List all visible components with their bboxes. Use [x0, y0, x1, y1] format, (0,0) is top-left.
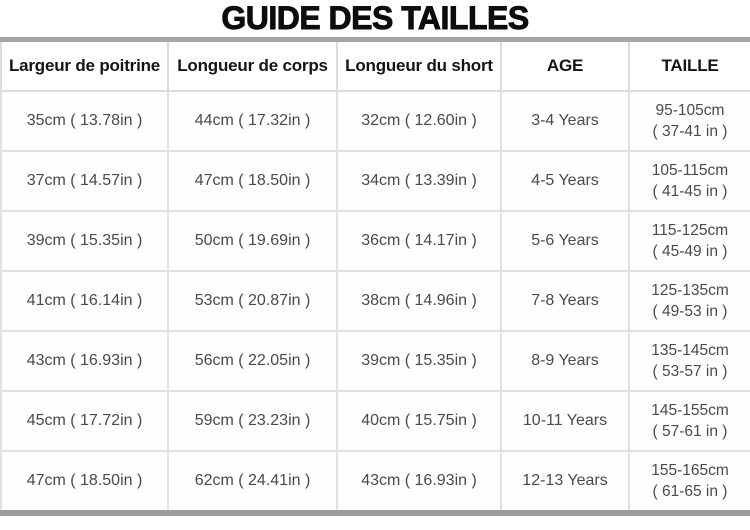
body-length-cell: 56cm ( 22.05in ) — [168, 331, 337, 391]
taille-cm-range: 95-105cm — [655, 102, 725, 119]
table-row — [1, 211, 750, 271]
taille-in-range: ( 57-61 in ) — [652, 423, 728, 440]
table-row — [1, 271, 750, 331]
chest-width-cell: 43cm ( 16.93in ) — [1, 331, 168, 391]
body-length-cell: 53cm ( 20.87in ) — [168, 271, 337, 331]
taille-cell — [629, 391, 750, 451]
taille-cm-range: 155-165cm — [651, 462, 729, 479]
table-row — [1, 151, 750, 211]
chest-width-cell: 41cm ( 16.14in ) — [1, 271, 168, 331]
chest-width-cell: 45cm ( 17.72in ) — [1, 391, 168, 451]
age-cell: 4-5 Years — [501, 151, 629, 211]
taille-cm-range: 105-115cm — [651, 162, 729, 179]
taille-cell — [629, 151, 750, 211]
age-cell: 3-4 Years — [501, 91, 629, 151]
age-cell: 5-6 Years — [501, 211, 629, 271]
taille-in-range: ( 41-45 in ) — [652, 183, 728, 200]
taille-in-range: ( 45-49 in ) — [652, 243, 728, 260]
taille-cell — [629, 331, 750, 391]
age-cell: 7-8 Years — [501, 271, 629, 331]
page-title: GUIDE DES TAILLES — [221, 0, 529, 36]
size-table — [0, 37, 750, 516]
column-header-chest-width: Largeur de poitrine — [1, 40, 168, 92]
taille-in-range: ( 53-57 in ) — [652, 363, 728, 380]
age-cell: 12-13 Years — [501, 451, 629, 513]
taille-cm-range: 115-125cm — [651, 222, 729, 239]
taille-in-range: ( 37-41 in ) — [652, 123, 728, 140]
column-header-taille: TAILLE — [629, 40, 750, 92]
taille-cm-range: 125-135cm — [651, 282, 729, 299]
short-length-cell: 38cm ( 14.96in ) — [337, 271, 501, 331]
table-row — [1, 391, 750, 451]
taille-cm-range: 145-155cm — [651, 402, 729, 419]
taille-in-range: ( 49-53 in ) — [652, 303, 728, 320]
taille-in-range: ( 61-65 in ) — [652, 483, 728, 500]
short-length-cell: 32cm ( 12.60in ) — [337, 91, 501, 151]
chest-width-cell: 47cm ( 18.50in ) — [1, 451, 168, 513]
column-header-body-length: Longueur de corps — [168, 40, 337, 92]
body-length-cell: 62cm ( 24.41in ) — [168, 451, 337, 513]
body-length-cell: 59cm ( 23.23in ) — [168, 391, 337, 451]
table-row — [1, 91, 750, 151]
taille-cm-range: 135-145cm — [651, 342, 729, 359]
table-row — [1, 451, 750, 513]
age-cell: 8-9 Years — [501, 331, 629, 391]
chest-width-cell: 39cm ( 15.35in ) — [1, 211, 168, 271]
taille-cell — [629, 451, 750, 513]
chest-width-cell: 37cm ( 14.57in ) — [1, 151, 168, 211]
table-header — [1, 40, 750, 92]
body-length-cell: 50cm ( 19.69in ) — [168, 211, 337, 271]
age-cell: 10-11 Years — [501, 391, 629, 451]
short-length-cell: 43cm ( 16.93in ) — [337, 451, 501, 513]
table-body — [1, 91, 750, 513]
header-row — [1, 40, 750, 92]
column-header-short-length: Longueur du short — [337, 40, 501, 92]
short-length-cell: 36cm ( 14.17in ) — [337, 211, 501, 271]
short-length-cell: 39cm ( 15.35in ) — [337, 331, 501, 391]
chest-width-cell: 35cm ( 13.78in ) — [1, 91, 168, 151]
body-length-cell: 44cm ( 17.32in ) — [168, 91, 337, 151]
short-length-cell: 40cm ( 15.75in ) — [337, 391, 501, 451]
taille-cell — [629, 271, 750, 331]
table-row — [1, 331, 750, 391]
column-header-age: AGE — [501, 40, 629, 92]
taille-cell — [629, 91, 750, 151]
body-length-cell: 47cm ( 18.50in ) — [168, 151, 337, 211]
short-length-cell: 34cm ( 13.39in ) — [337, 151, 501, 211]
taille-cell — [629, 211, 750, 271]
